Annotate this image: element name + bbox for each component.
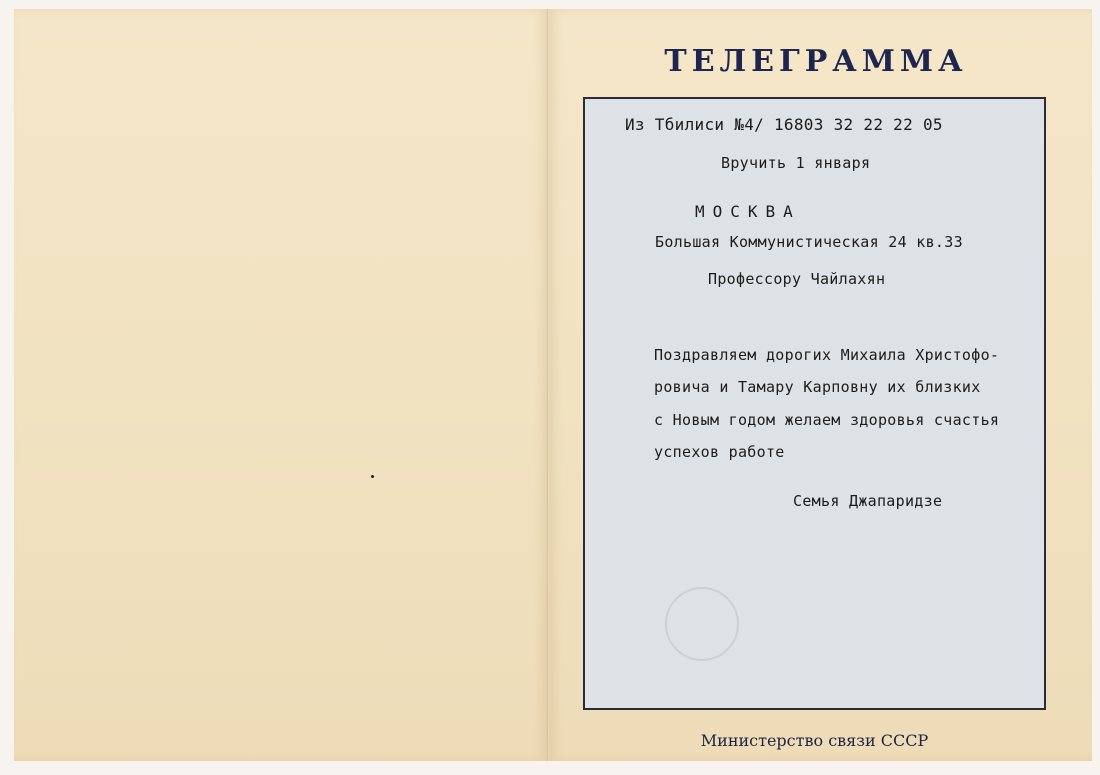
destination-city: МОСКВА xyxy=(695,202,801,221)
ink-speck xyxy=(371,475,374,478)
recipient-name: Профессору Чайлахян xyxy=(708,270,886,288)
telegram-form-box xyxy=(583,97,1046,710)
message-line: ровича и Тамару Карповну их близких xyxy=(654,378,981,396)
card-fold-line xyxy=(547,9,549,761)
faded-emblem-watermark xyxy=(665,587,739,661)
message-line: Поздравляем дорогих Михаила Христофо- xyxy=(654,346,1000,364)
telegram-heading: ТЕЛЕГРАММА xyxy=(664,44,968,79)
delivery-date-line: Вручить 1 января xyxy=(721,154,871,172)
recipient-address: Большая Коммунистическая 24 кв.33 xyxy=(655,233,963,251)
left-blank-page xyxy=(14,9,548,761)
message-line: успехов работе xyxy=(654,443,785,461)
message-line: с Новым годом желаем здоровья счастья xyxy=(654,411,1000,429)
sender-signature: Семья Джапаридзе xyxy=(793,492,943,510)
origin-line: Из Тбилиси №4/ 16803 32 22 22 05 xyxy=(625,115,943,134)
ministry-footer: Министерство связи СССР xyxy=(700,731,929,750)
